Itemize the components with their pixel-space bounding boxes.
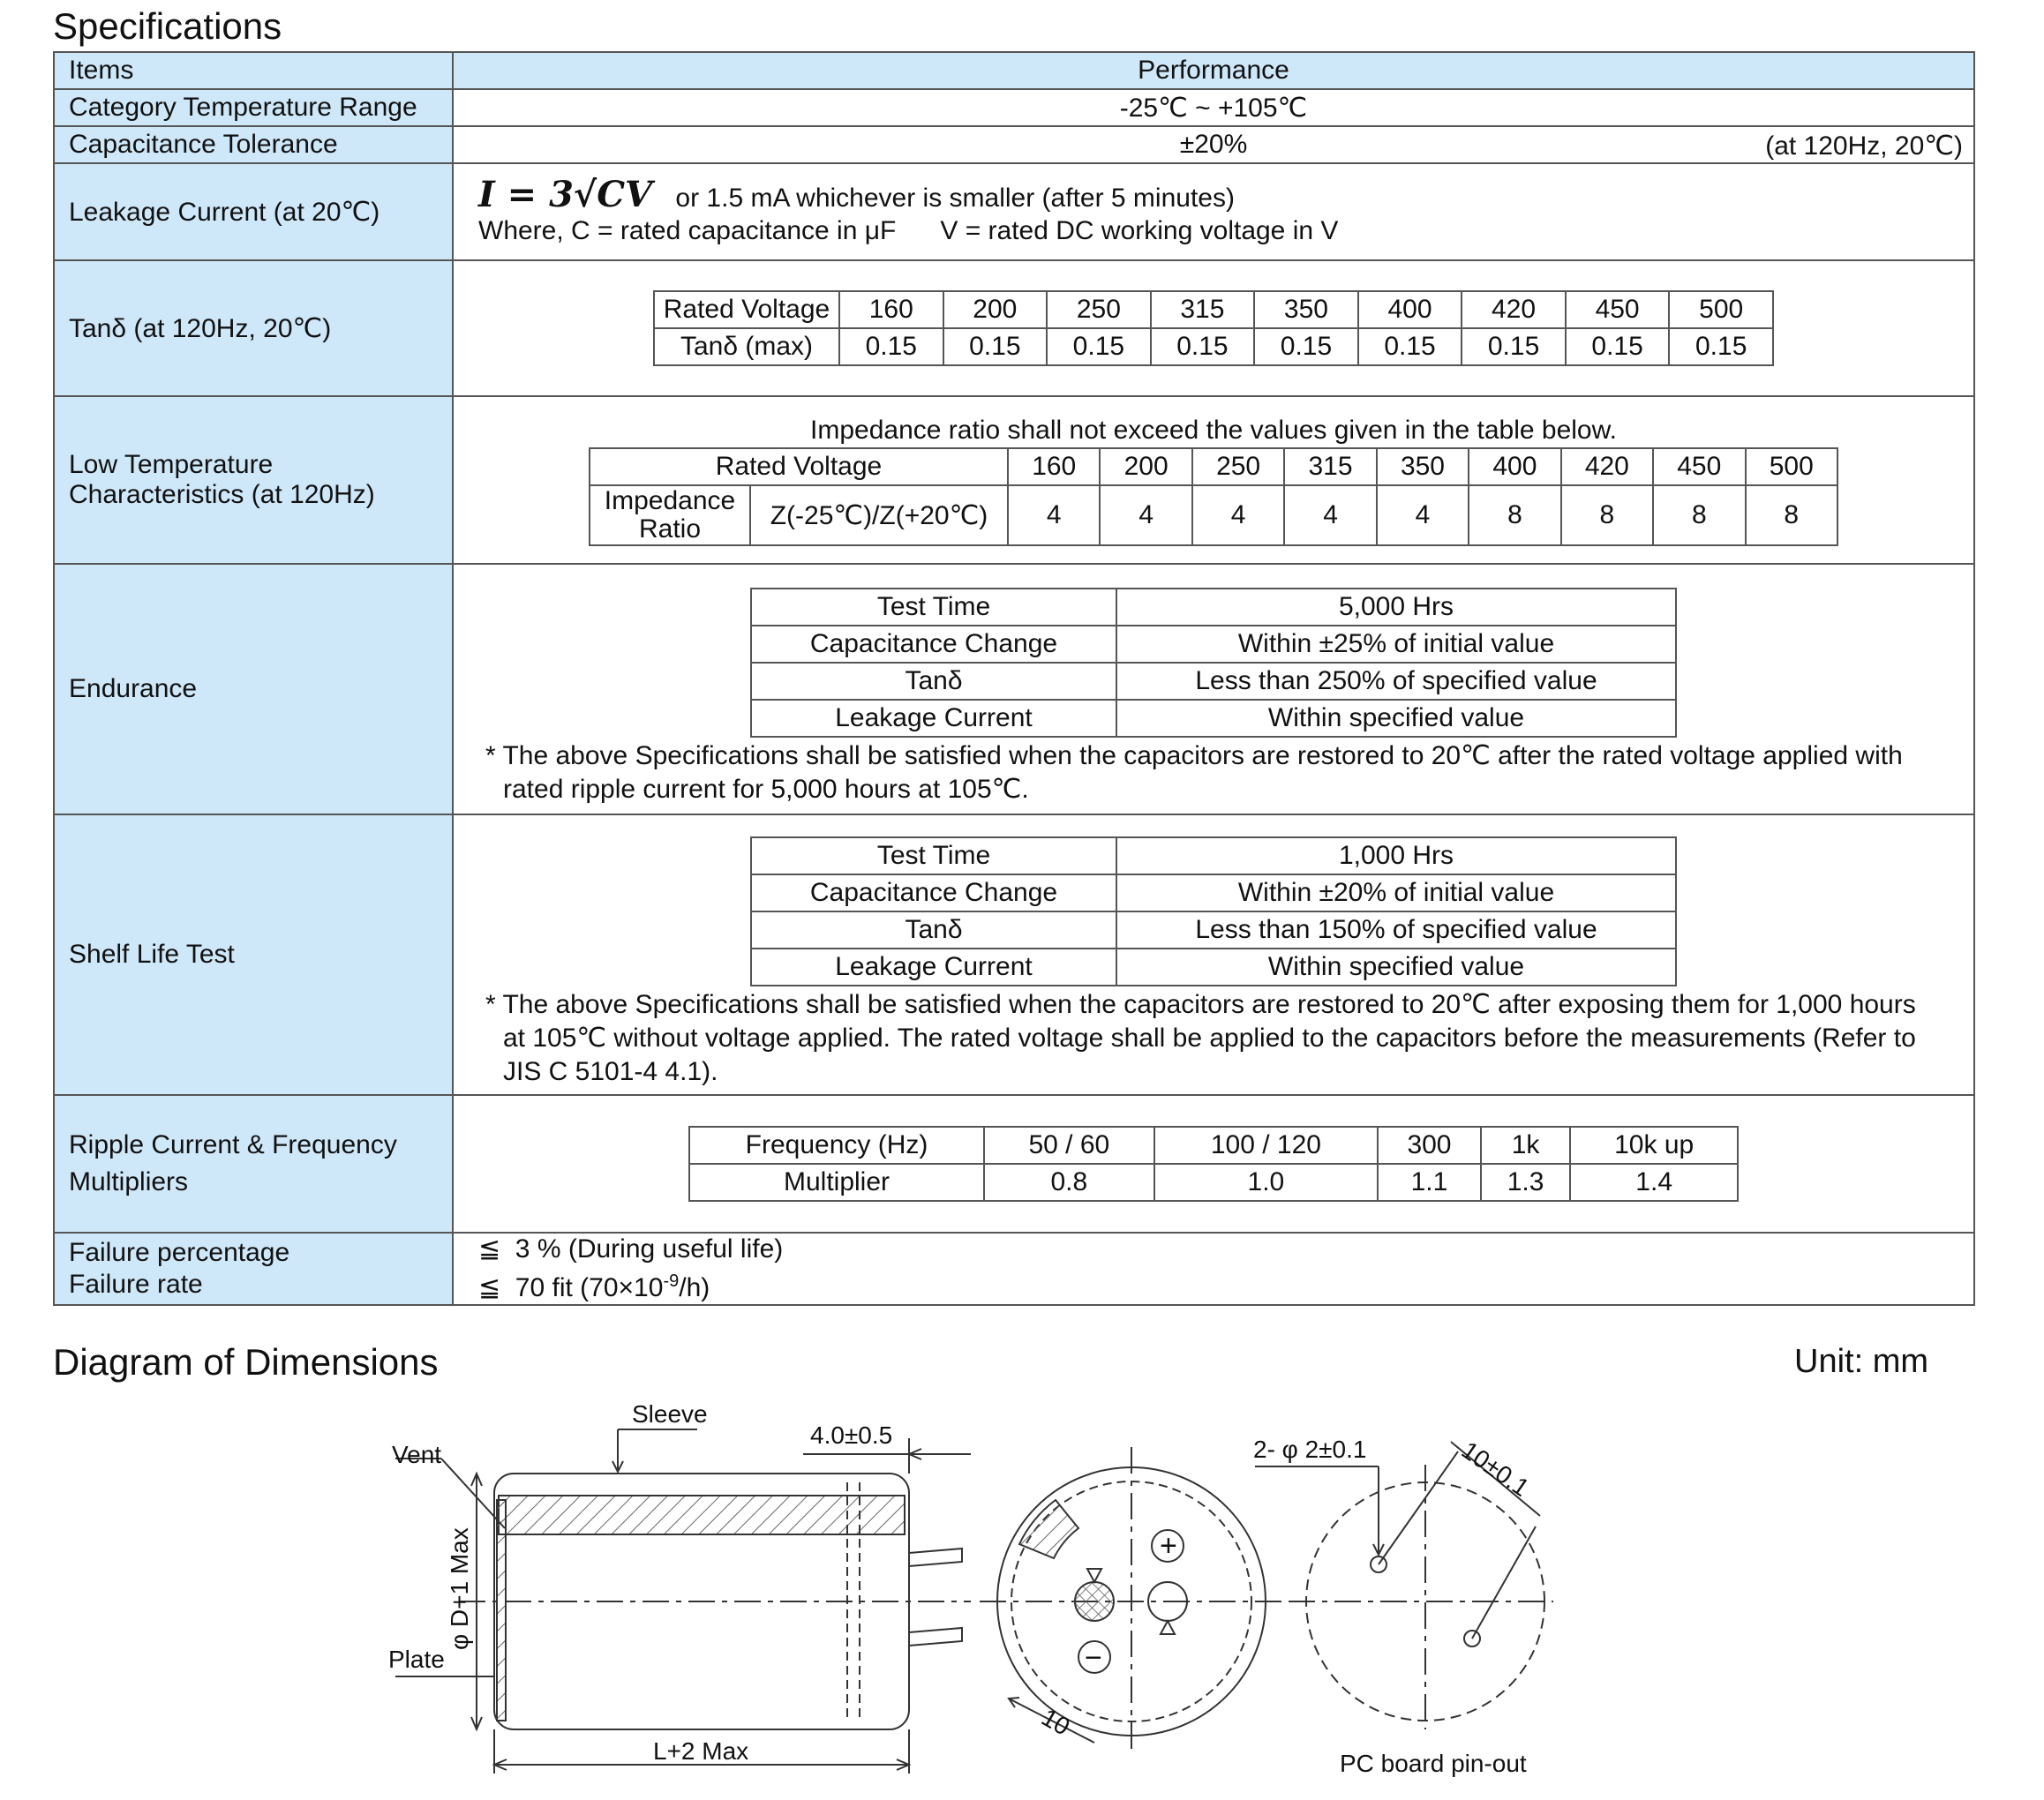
header-items: Items xyxy=(54,52,453,89)
tan-delta-voltage-cell: 500 xyxy=(1669,291,1773,328)
impedance-voltage-cell: 400 xyxy=(1469,448,1560,485)
impedance-ratio-label-line1: Impedance xyxy=(604,486,736,515)
failure-percentage-value: ≦ 3 % (During useful life) xyxy=(478,1234,784,1264)
label-hole: 2- φ 2±0.1 xyxy=(1253,1436,1367,1463)
failure-rate-unit: /h) xyxy=(679,1273,710,1302)
leakage-line2: Where, C = rated capacitance in μF V = rated DC working voltage in V xyxy=(478,216,1339,245)
row-ripple-current xyxy=(54,1095,1974,1233)
row-capacitance-tolerance xyxy=(54,126,1974,163)
leakage-current-label: Leakage Current (at 20℃) xyxy=(54,163,453,260)
ripple-frequency-row xyxy=(689,1127,1738,1164)
row-shelf-life xyxy=(54,814,1974,1095)
shelf-life-value-cell: Within ±20% of initial value xyxy=(1116,874,1676,911)
endurance-value-cell: Within ±25% of initial value xyxy=(1116,626,1676,663)
tan-delta-voltage-cell: 160 xyxy=(839,291,943,328)
temperature-range-value: -25℃ ~ +105℃ xyxy=(453,89,1974,126)
impedance-z-label: Z(-25℃)/Z(+20℃) xyxy=(750,485,1008,545)
label-diameter: φ D+1 Max xyxy=(446,1527,473,1650)
tan-delta-voltage-cell: 450 xyxy=(1566,291,1670,328)
capacitance-tolerance-cell xyxy=(453,126,1974,163)
terminal-bottom xyxy=(909,1628,962,1646)
tan-delta-voltage-row xyxy=(654,291,1773,328)
ripple-current-label xyxy=(54,1095,453,1233)
impedance-ratio-row xyxy=(590,485,1837,545)
specifications-table xyxy=(53,51,1975,1306)
endurance-row xyxy=(751,663,1676,700)
tan-delta-value-cell: 0.15 xyxy=(1151,328,1255,365)
impedance-ratio-cell: 4 xyxy=(1192,485,1284,545)
tan-delta-voltage-cell: 250 xyxy=(1047,291,1151,328)
ripple-label-line2: Multipliers xyxy=(69,1167,189,1196)
leakage-line1: or 1.5 mA whichever is smaller (after 5 minutes) xyxy=(675,184,1235,213)
endurance-value-cell: Less than 250% of specified value xyxy=(1116,663,1676,700)
dimension-diagram xyxy=(0,1376,2044,1800)
tan-delta-value-cell: 0.15 xyxy=(1462,328,1566,365)
label-pinout: PC board pin-out xyxy=(1340,1750,1527,1777)
shelf-life-table xyxy=(750,836,1677,986)
impedance-rv-label: Rated Voltage xyxy=(590,448,1008,485)
negative-terminal xyxy=(1075,1582,1114,1621)
ripple-table xyxy=(688,1126,1739,1202)
impedance-ratio-cell: 4 xyxy=(1377,485,1469,545)
impedance-ratio-cell: 4 xyxy=(1284,485,1376,545)
ripple-current-cell xyxy=(453,1095,1974,1233)
ripple-frequency-label: Frequency (Hz) xyxy=(689,1127,984,1164)
tan-delta-cell xyxy=(453,260,1974,396)
diagram-title: Diagram of Dimensions xyxy=(53,1341,439,1383)
endurance-item-cell: Capacitance Change xyxy=(751,626,1116,663)
failure-rate-label: Failure rate xyxy=(69,1270,203,1299)
low-temperature-label-line1: Low Temperature xyxy=(69,450,274,479)
failure-percentage-label: Failure percentage xyxy=(69,1238,290,1267)
sleeve-band xyxy=(499,1496,905,1534)
failure-cell xyxy=(453,1233,1974,1305)
endurance-value-cell: 5,000 Hrs xyxy=(1116,589,1676,626)
shelf-life-value-cell: Within specified value xyxy=(1116,949,1676,986)
row-endurance xyxy=(54,564,1974,814)
ripple-label-line1: Ripple Current & Frequency xyxy=(69,1130,397,1159)
impedance-ratio-cell: 8 xyxy=(1746,485,1838,545)
endurance-label: Endurance xyxy=(54,564,453,814)
impedance-caption: Impedance ratio shall not exceed the values given in the table below. xyxy=(810,416,1617,445)
row-tan-delta xyxy=(54,260,1974,396)
shelf-life-item-cell: Leakage Current xyxy=(751,949,1116,986)
tan-delta-value-row xyxy=(654,328,1773,365)
capacitance-tolerance-value: ±20% xyxy=(1179,130,1248,159)
tan-delta-voltage-cell: 200 xyxy=(943,291,1048,328)
leakage-formula: I = 3√CV xyxy=(478,174,653,215)
endurance-item-cell: Tanδ xyxy=(751,663,1116,700)
impedance-ratio-cell: 4 xyxy=(1100,485,1191,545)
failure-rate-text: ≦ 70 fit (70×10 xyxy=(478,1273,664,1302)
spec-header-row xyxy=(54,52,1974,89)
tan-delta-table xyxy=(653,290,1774,366)
terminal-top xyxy=(909,1549,962,1566)
ripple-multiplier-label: Multiplier xyxy=(689,1164,984,1201)
tan-delta-value-cell: 0.15 xyxy=(1358,328,1462,365)
impedance-voltage-cell: 450 xyxy=(1653,448,1745,485)
ripple-multiplier-row xyxy=(689,1164,1738,1201)
tan-delta-value-cell: 0.15 xyxy=(1566,328,1670,365)
shelf-life-cell xyxy=(453,814,1974,1095)
header-performance: Performance xyxy=(453,52,1974,89)
shelf-life-note: * The above Specifications shall be satisfied when the capacitors are restored to 20℃ after exposing them for 1,000 hours at 105℃ without voltage applied. The rated voltage shall be applied to the capacitors before the measurements (Refer to JIS C 5101-4 4.1). xyxy=(485,990,1916,1086)
low-temperature-label-line2: Characteristics (at 120Hz) xyxy=(69,480,375,509)
tan-delta-voltage-cell: 420 xyxy=(1462,291,1566,328)
endurance-value-cell: Within specified value xyxy=(1116,700,1676,737)
endurance-row xyxy=(751,700,1676,737)
tan-delta-voltage-cell: 315 xyxy=(1151,291,1255,328)
shelf-life-row xyxy=(751,911,1676,949)
label-lead-length: 4.0±0.5 xyxy=(810,1421,893,1449)
ripple-frequency-cell: 300 xyxy=(1378,1127,1481,1164)
tan-delta-max-label: Tanδ (max) xyxy=(654,328,839,365)
ripple-multiplier-cell: 1.1 xyxy=(1378,1164,1481,1201)
ripple-multiplier-cell: 1.4 xyxy=(1570,1164,1738,1201)
tan-delta-label: Tanδ (at 120Hz, 20℃) xyxy=(54,260,453,396)
shelf-life-value-cell: 1,000 Hrs xyxy=(1116,837,1676,874)
ripple-frequency-cell: 1k xyxy=(1481,1127,1571,1164)
failure-label xyxy=(54,1233,453,1305)
failure-rate-exponent: -9 xyxy=(663,1271,680,1291)
endurance-row xyxy=(751,589,1676,626)
impedance-voltage-cell: 160 xyxy=(1008,448,1100,485)
impedance-ratio-cell: 4 xyxy=(1008,485,1100,545)
shelf-life-item-cell: Tanδ xyxy=(751,911,1116,949)
impedance-voltage-cell: 200 xyxy=(1100,448,1191,485)
row-low-temperature xyxy=(54,396,1974,564)
impedance-voltage-cell: 350 xyxy=(1377,448,1469,485)
shelf-life-row xyxy=(751,837,1676,874)
ripple-frequency-cell: 50 / 60 xyxy=(984,1127,1154,1164)
row-leakage-current xyxy=(54,163,1974,260)
endurance-table xyxy=(750,588,1677,738)
impedance-ratio-cell: 8 xyxy=(1469,485,1560,545)
specifications-title: Specifications xyxy=(53,5,282,47)
capacitance-tolerance-note: (at 120Hz, 20℃) xyxy=(1765,131,1963,161)
shelf-life-row xyxy=(751,874,1676,911)
impedance-ratio-label-line2: Ratio xyxy=(638,514,702,544)
label-plate: Plate xyxy=(388,1646,445,1673)
temperature-range-label: Category Temperature Range xyxy=(54,89,453,126)
shelf-life-value-cell: Less than 150% of specified value xyxy=(1116,911,1676,949)
row-failure xyxy=(54,1233,1974,1305)
ripple-multiplier-cell: 1.0 xyxy=(1154,1164,1378,1201)
unit-label: Unit: mm xyxy=(1794,1343,1928,1380)
impedance-voltage-cell: 500 xyxy=(1746,448,1838,485)
label-sleeve: Sleeve xyxy=(632,1400,708,1428)
shelf-life-row xyxy=(751,949,1676,986)
tan-delta-value-cell: 0.15 xyxy=(1669,328,1773,365)
tan-delta-voltage-cell: 400 xyxy=(1358,291,1462,328)
tan-delta-voltage-cell: 350 xyxy=(1254,291,1358,328)
impedance-voltage-cell: 315 xyxy=(1284,448,1376,485)
impedance-ratio-label xyxy=(590,485,750,545)
ripple-multiplier-cell: 0.8 xyxy=(984,1164,1154,1201)
low-temperature-label xyxy=(54,396,453,564)
row-temperature-range xyxy=(54,89,1974,126)
impedance-voltage-row xyxy=(590,448,1837,485)
label-ten: 10 xyxy=(1037,1703,1075,1741)
endurance-item-cell: Leakage Current xyxy=(751,700,1116,737)
impedance-ratio-cell: 8 xyxy=(1561,485,1653,545)
leakage-current-cell xyxy=(453,163,1974,260)
failure-rate-value xyxy=(478,1265,1973,1304)
label-pitch: 10±0.1 xyxy=(1456,1436,1535,1502)
impedance-ratio-cell: 8 xyxy=(1653,485,1745,545)
impedance-table xyxy=(589,447,1838,546)
endurance-note: * The above Specifications shall be satisfied when the capacitors are restored to 20℃ after the rated voltage applied with rated ripple current for 5,000 hours at 105℃. xyxy=(485,741,1903,804)
tan-delta-value-cell: 0.15 xyxy=(943,328,1048,365)
low-temperature-cell xyxy=(453,396,1974,564)
shelf-life-label: Shelf Life Test xyxy=(54,814,453,1095)
label-length: L+2 Max xyxy=(653,1737,749,1765)
label-vent: Vent xyxy=(392,1441,442,1468)
minus-symbol: − xyxy=(1085,1641,1102,1675)
endurance-row xyxy=(751,626,1676,663)
ripple-multiplier-cell: 1.3 xyxy=(1481,1164,1571,1201)
endurance-cell xyxy=(453,564,1974,814)
tan-delta-value-cell: 0.15 xyxy=(839,328,943,365)
shelf-life-item-cell: Capacitance Change xyxy=(751,874,1116,911)
tan-delta-value-cell: 0.15 xyxy=(1047,328,1151,365)
ripple-frequency-cell: 10k up xyxy=(1570,1127,1738,1164)
impedance-voltage-cell: 250 xyxy=(1192,448,1284,485)
impedance-voltage-cell: 420 xyxy=(1561,448,1653,485)
ripple-frequency-cell: 100 / 120 xyxy=(1154,1127,1378,1164)
tan-delta-rv-label: Rated Voltage xyxy=(654,291,839,328)
tan-delta-value-cell: 0.15 xyxy=(1254,328,1358,365)
end-plate xyxy=(497,1500,506,1721)
endurance-item-cell: Test Time xyxy=(751,589,1116,626)
plus-symbol: + xyxy=(1160,1529,1177,1563)
shelf-life-item-cell: Test Time xyxy=(751,837,1116,874)
capacitance-tolerance-label: Capacitance Tolerance xyxy=(54,126,453,163)
